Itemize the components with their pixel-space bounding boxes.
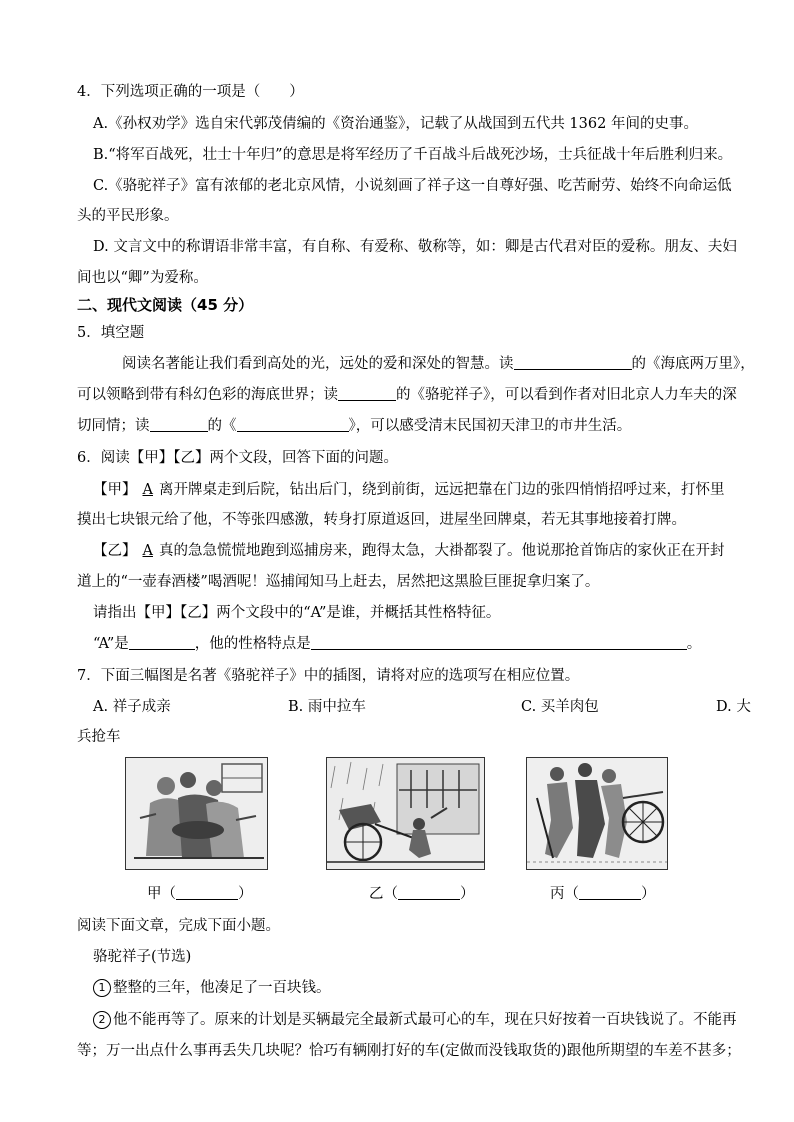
q6-jia-a: A	[142, 482, 153, 498]
caption-yi-blank[interactable]	[398, 884, 460, 900]
caption-jia	[147, 884, 253, 904]
q7-stem: 7．下面三幅图是名著《骆驼祥子》中的插图，请将对应的选项写在相应位置。	[77, 668, 580, 684]
caption-close: ）	[460, 886, 475, 902]
illustration-bing-drawing	[527, 758, 667, 869]
q6-blank-who[interactable]	[129, 634, 195, 650]
caption-bing-blank[interactable]	[579, 884, 641, 900]
paragraph-text: 整整的三年，他凑足了一百块钱。	[113, 980, 331, 996]
q6-yi-tag: 【乙】	[93, 543, 137, 559]
caption-label: 乙（	[369, 886, 398, 902]
caption-label: 甲（	[147, 886, 176, 902]
caption-close: ）	[641, 886, 656, 902]
caption-close: ）	[238, 886, 253, 902]
caption-yi	[369, 884, 475, 904]
q6-jia-line2: 摸出七块银元给了他，不等张四感激，转身打原道返回，进屋坐回牌桌，若无其事地接着打牌。	[77, 512, 686, 528]
q5-blank-author2[interactable]	[338, 385, 396, 401]
illustration-yi	[326, 757, 485, 870]
q6-text: ，他的性格特点是	[194, 636, 311, 652]
illustration-jia	[125, 757, 268, 870]
q5-text: 的《海底两万里》，	[631, 356, 755, 372]
q4-option-a: A.《孙权劝学》选自宋代郭茂倩编的《资治通鉴》，记载了从战国到五代共 1362 年间的史事。	[93, 116, 698, 132]
caption-jia-blank[interactable]	[176, 884, 238, 900]
q6-answer-line	[93, 634, 701, 654]
q4-option-c-line2: 头的平民形象。	[77, 208, 179, 224]
caption-bing	[550, 884, 656, 904]
q6-yi-line1	[93, 541, 724, 561]
q7-option-d: D. 大	[716, 699, 751, 715]
q5-text: 的《	[207, 418, 237, 434]
q5-line1	[122, 354, 755, 374]
q6-stem: 6．阅读【甲】【乙】两个文段，回答下面的问题。	[77, 450, 398, 466]
q6-text: 。	[686, 636, 702, 652]
q5-stem: 5．填空题	[77, 325, 145, 341]
q5-line3	[77, 416, 631, 436]
q7-option-c: C. 买羊肉包	[521, 699, 599, 715]
q7-option-d-cont: 兵抢车	[77, 729, 121, 745]
q6-yi-a: A	[142, 543, 153, 559]
q7-option-b: B. 雨中拉车	[288, 699, 366, 715]
q5-text: 切同情；读	[77, 418, 150, 434]
q4-stem: 4．下列选项正确的一项是（ ）	[77, 84, 304, 100]
q5-blank-author1[interactable]	[514, 354, 632, 370]
q6-ask: 请指出【甲】【乙】两个文段中的“A”是谁，并概括其性格特征。	[93, 605, 501, 621]
reading-p2-line1	[93, 1010, 737, 1030]
q6-blank-trait[interactable]	[311, 634, 687, 650]
reading-intro: 阅读下面文章，完成下面小题。	[77, 918, 280, 934]
caption-label: 丙（	[550, 886, 579, 902]
q5-blank-author3[interactable]	[150, 416, 208, 432]
q4-option-c-line1: C.《骆驼祥子》富有浓郁的老北京风情，小说刻画了祥子这一自尊好强、吃苦耐劳、始终不向命运低	[93, 178, 732, 194]
q5-line2	[77, 385, 737, 405]
illustration-jia-drawing	[126, 758, 267, 869]
q6-jia-line1	[93, 480, 724, 500]
q5-text: 的《骆驼祥子》，可以看到作者对旧北京人力车夫的深	[396, 387, 737, 403]
q5-text: 阅读名著能让我们看到高处的光，远处的爱和深处的智慧。读	[122, 356, 514, 372]
q6-jia-tag: 【甲】	[93, 482, 137, 498]
section-title: 二、现代文阅读（45 分）	[77, 296, 254, 314]
illustration-yi-drawing	[327, 758, 484, 869]
q6-text: “A”是	[93, 636, 129, 652]
q5-blank-book[interactable]	[237, 416, 349, 432]
q5-text: 》，可以感受清末民国初天津卫的市井生活。	[348, 418, 632, 434]
illustration-bing	[526, 757, 668, 870]
q4-option-d-line2: 间也以“卿”为爱称。	[77, 270, 208, 286]
paragraph-number: 2	[93, 1011, 111, 1029]
q4-option-b: B.“将军百战死，壮士十年归”的意思是将军经历了千百战斗后战死沙场，士兵征战十年后胜利归来。	[93, 147, 733, 163]
q6-text: 离开牌桌走到后院，钻出后门，绕到前街，远远把靠在门边的张四悄悄招呼过来，打怀里	[158, 482, 725, 498]
q5-text: 可以领略到带有科幻色彩的海底世界；读	[77, 387, 338, 403]
paragraph-text: 他不能再等了。原来的计划是买辆最完全最新式最可心的车，现在只好按着一百块钱说了。不能再	[113, 1012, 737, 1028]
paragraph-number: 1	[93, 979, 111, 997]
reading-p2-line2: 等；万一出点什么事再丢失几块呢？恰巧有辆刚打好的车(定做而没钱取货的)跟他所期望的车差不甚多；	[77, 1043, 741, 1059]
reading-p1	[93, 978, 331, 998]
q7-option-a: A. 祥子成亲	[93, 699, 171, 715]
q6-text: 真的急急慌慌地跑到巡捕房来，跑得太急，大褂都裂了。他说那抢首饰店的家伙正在开封	[158, 543, 725, 559]
reading-title: 骆驼祥子(节选)	[93, 949, 192, 965]
q4-option-d-line1: D. 文言文中的称谓语非常丰富，有自称、有爱称、敬称等，如：卿是古代君对臣的爱称。朋友、夫妇	[93, 239, 737, 255]
q6-yi-line2: 道上的“一壶春酒楼”喝酒呢！巡捕闻知马上赶去，居然把这黑脸巨匪捉拿归案了。	[77, 574, 600, 590]
